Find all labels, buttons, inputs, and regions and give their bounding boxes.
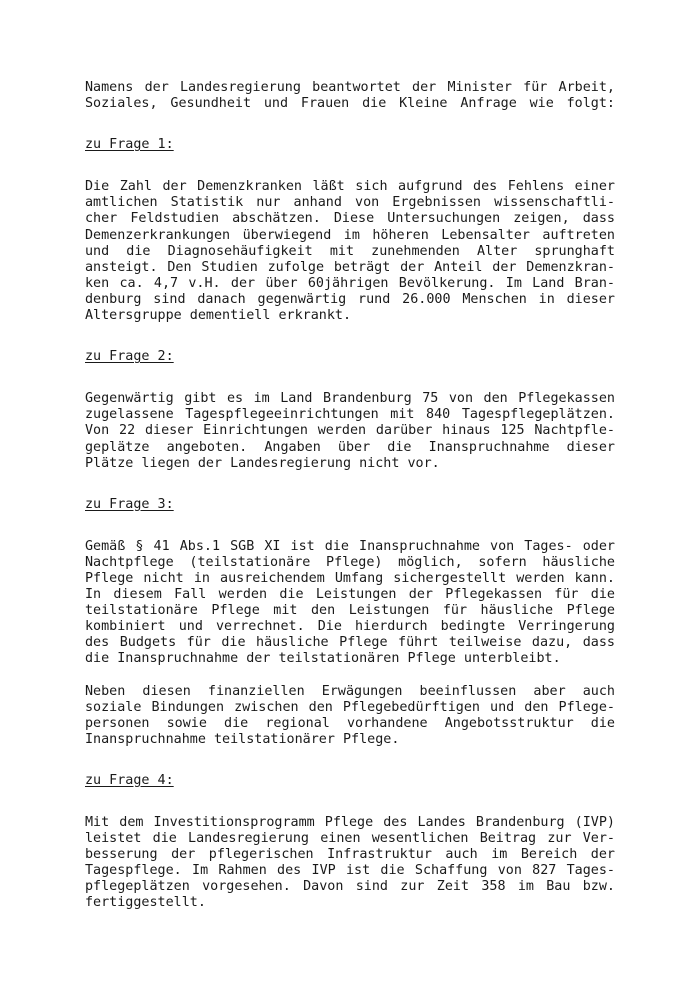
text-line: kombiniert und verrechnet. Die hierdurch bedingte Verringerung [85,619,615,635]
text-line: Gemäß § 41 Abs.1 SGB XI ist die Inanspruchnahme von Tages- oder [85,538,615,554]
intro-line: Soziales, Gesundheit und Frauen die Kleine Anfrage wie folgt: [85,96,615,112]
section-frage-3 [85,497,615,748]
text-line: personen sowie die regional vorhandene Angebotsstruktur die [85,715,615,731]
section-paragraph [85,684,615,748]
section-heading: zu Frage 4: [85,772,174,788]
text-line: ansteigt. Den Studien zufolge beträgt der Anteil der Demenzkran- [85,259,615,275]
text-line: und die Diagnosehäufigkeit mit zunehmenden Alter sprunghaft [85,243,615,259]
text-line: denburg sind danach gegenwärtig rund 26.000 Menschen in dieser [85,291,615,307]
section-frage-4 [85,773,615,912]
text-line: Pflege nicht in ausreichendem Umfang sichergestellt werden kann. [85,570,615,586]
section-heading: zu Frage 3: [85,496,174,512]
section-paragraph [85,815,615,912]
section-frage-2 [85,349,615,472]
text-line: Demenzerkrankungen überwiegend im höheren Lebensalter auftreten [85,227,615,243]
intro-line: Namens der Landesregierung beantwortet der Minister für Arbeit, [85,80,615,95]
text-line: Mit dem Investitionsprogramm Pflege des Landes Brandenburg (IVP) [85,815,615,830]
text-line: Tagespflege. Im Rahmen des IVP ist die Schaffung von 827 Tages- [85,863,615,879]
text-line: besserung der pflegerischen Infrastruktur auch im Bereich der [85,847,615,863]
text-line: teilstationäre Pflege mit den Leistungen für häusliche Pflege [85,603,615,619]
text-line: amtlichen Statistik nur anhand von Ergebnissen wissenschaftli- [85,195,615,211]
text-line: pflegeplätzen vorgesehen. Davon sind zur Zeit 358 im Bau bzw. [85,879,615,895]
text-line: Plätze liegen der Landesregierung nicht vor. [85,455,440,471]
text-line: ken ca. 4,7 v.H. der über 60jährigen Bevölkerung. Im Land Bran- [85,275,615,291]
section-paragraph [85,179,615,324]
section-heading: zu Frage 1: [85,137,174,153]
text-line: cher Feldstudien abschätzen. Diese Untersuchungen zeigen, dass [85,211,615,227]
text-line: die Inanspruchnahme der teilstationären Pflege unterbleibt. [85,651,561,667]
text-line: leistet die Landesregierung einen wesentlichen Beitrag zur Ver- [85,831,615,847]
section-paragraph [85,539,615,668]
section-heading: zu Frage 2: [85,349,174,365]
section-frage-1 [85,137,615,324]
section-paragraph [85,391,615,471]
text-line: In diesem Fall werden die Leistungen der Pflegekassen für die [85,587,615,603]
text-line: Von 22 dieser Einrichtungen werden darüber hinaus 125 Nachtpfle- [85,423,615,439]
intro-paragraph [85,80,615,112]
text-line: Neben diesen finanziellen Erwägungen beeinflussen aber auch [85,683,615,699]
text-line: Gegenwärtig gibt es im Land Brandenburg 75 von den Pflegekassen [85,391,615,407]
text-line: Nachtpflege (teilstationäre Pflege) möglich, sofern häusliche [85,554,615,570]
text-line: geplätze angeboten. Angaben über die Inanspruchnahme dieser [85,439,615,455]
text-line: fertiggestellt. [85,895,206,911]
text-line: soziale Bindungen zwischen den Pflegebedürftigen und den Pflege- [85,699,615,715]
document-page [85,80,615,912]
text-line: Die Zahl der Demenzkranken läßt sich aufgrund des Fehlens einer [85,179,615,195]
text-line: Inanspruchnahme teilstationärer Pflege. [85,731,400,747]
text-line: des Budgets für die häusliche Pflege führt teilweise dazu, dass [85,635,615,651]
text-line: Altersgruppe dementiell erkrankt. [85,308,352,324]
text-line: zugelassene Tagespflegeeinrichtungen mit 840 Tagespflegeplätzen. [85,407,615,423]
